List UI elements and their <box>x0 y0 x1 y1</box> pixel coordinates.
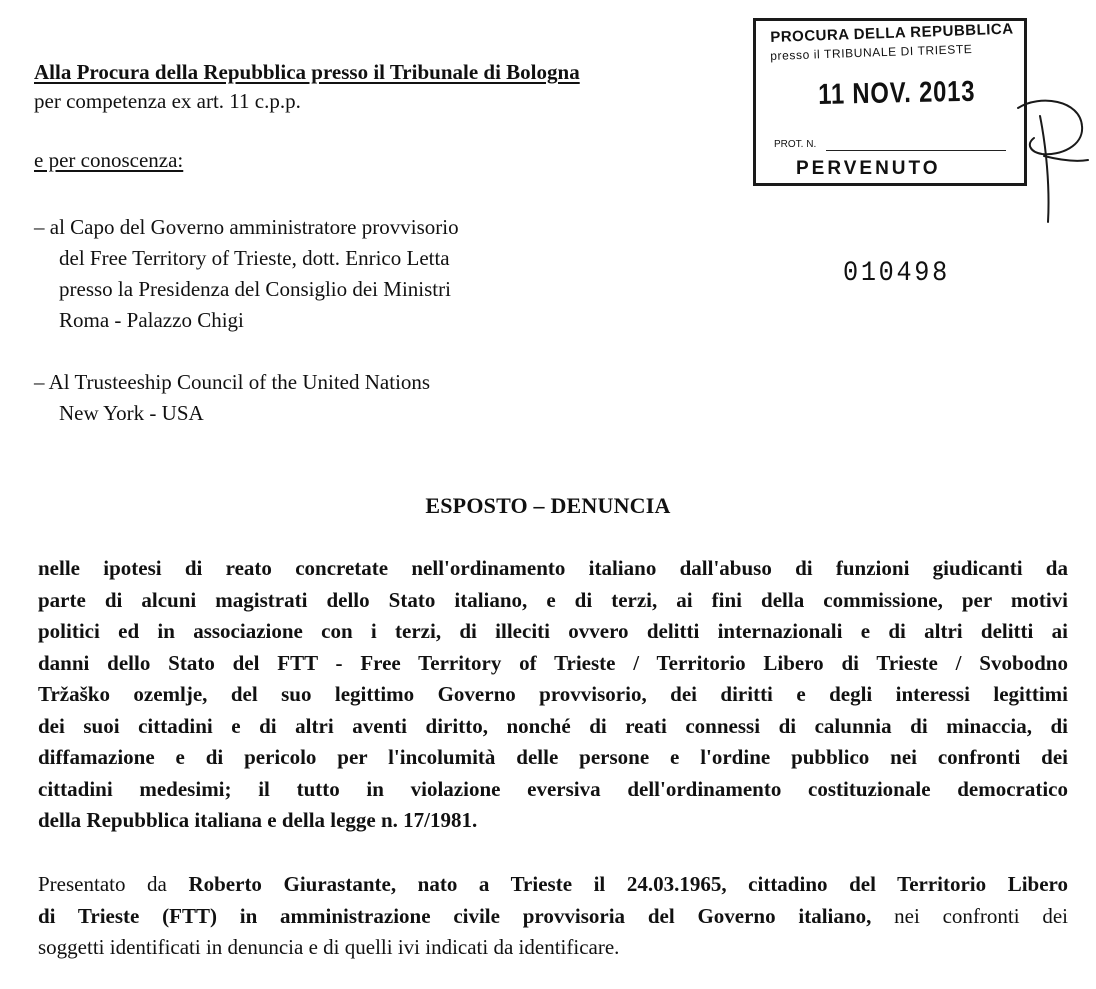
signature-mark <box>1000 96 1090 226</box>
stamp-prot-label: PROT. N. <box>774 139 817 150</box>
recipient-line: – Al Trusteeship Council of the United Nations <box>34 370 431 394</box>
recipient-prime-minister <box>34 212 459 336</box>
stamp-date: 11 NOV. 2013 <box>818 75 976 111</box>
recipient-line: – al Capo del Governo amministratore provvisorio <box>34 215 459 239</box>
stamp-received: PERVENUTO <box>796 158 941 179</box>
subject-line: diffamazione e di pericolo per l'incolumità delle persone e l'ordine pubblico nei confronti dei <box>38 745 1068 769</box>
presenter-line <box>38 901 1068 933</box>
stamp-court: presso il TRIBUNALE DI TRIESTE <box>770 41 973 63</box>
subject-line: danni dello Stato del FTT - Free Territory of Trieste / Territorio Libero di Trieste / Svobodno <box>38 650 1068 675</box>
subject-line: cittadini medesimi; il tutto in violazione eversiva dell'ordinamento costituzionale democratico <box>38 776 1068 801</box>
addressee-main: Alla Procura della Repubblica presso il Tribunale di Bologna <box>34 60 580 84</box>
recipient-line: Roma - Palazzo Chigi <box>59 308 244 332</box>
addressee-competence: per competenza ex art. 11 c.p.p. <box>34 89 301 113</box>
subject-line: parte di alcuni magistrati dello Stato italiano, e di terzi, ai fini della commissione, per motivi <box>38 587 1068 612</box>
primary-addressee <box>34 58 580 116</box>
presenter-paragraph <box>38 869 1068 964</box>
presenter-suffix: nei confronti dei <box>871 903 1068 928</box>
subject-line: nelle ipotesi di reato concretate nell'ordinamento italiano dall'abuso di funzioni giudicanti da <box>38 556 1068 580</box>
presenter-line: soggetti identificati in denuncia e di quelli ivi indicati da identificare. <box>38 935 620 959</box>
subject-line: della Repubblica italiana e della legge n. 17/1981. <box>38 808 478 832</box>
recipient-line: del Free Territory of Trieste, dott. Enrico Letta <box>59 246 450 270</box>
subject-line: dei suoi cittadini e di altri aventi diritto, nonché di reati connessi di calunnia di minaccia, di <box>38 713 1068 738</box>
document-title: ESPOSTO – DENUNCIA <box>425 493 671 518</box>
subject-line: politici ed in associazione con i terzi, di illeciti ovvero delitti internazionali e di altri delitti ai <box>38 619 1068 643</box>
protocol-number: 010498 <box>843 258 950 289</box>
stamp-office: PROCURA DELLA REPUBBLICA <box>770 20 1014 46</box>
presenter-line <box>38 869 1068 901</box>
stamp-prot-line <box>826 150 1006 151</box>
presenter-status: di Trieste (FTT) in amministrazione civile provvisoria del Governo italiano, <box>38 903 872 928</box>
presenter-prefix: Presentato da <box>38 872 189 896</box>
cc-title: e per conoscenza: <box>34 148 184 172</box>
recipient-line: New York - USA <box>59 401 204 425</box>
subject-paragraph <box>38 553 1068 837</box>
recipient-line: presso la Presidenza del Consiglio dei Ministri <box>59 277 451 301</box>
presenter-identity: Roberto Giurastante, nato a Trieste il 24.03.1965, cittadino del Territorio Libero <box>188 872 1068 896</box>
received-stamp <box>753 18 1027 186</box>
subject-line: Tržaško ozemlje, del suo legittimo Governo provvisorio, dei diritti e degli interessi legittimi <box>38 682 1068 706</box>
recipient-un-council <box>34 367 430 429</box>
